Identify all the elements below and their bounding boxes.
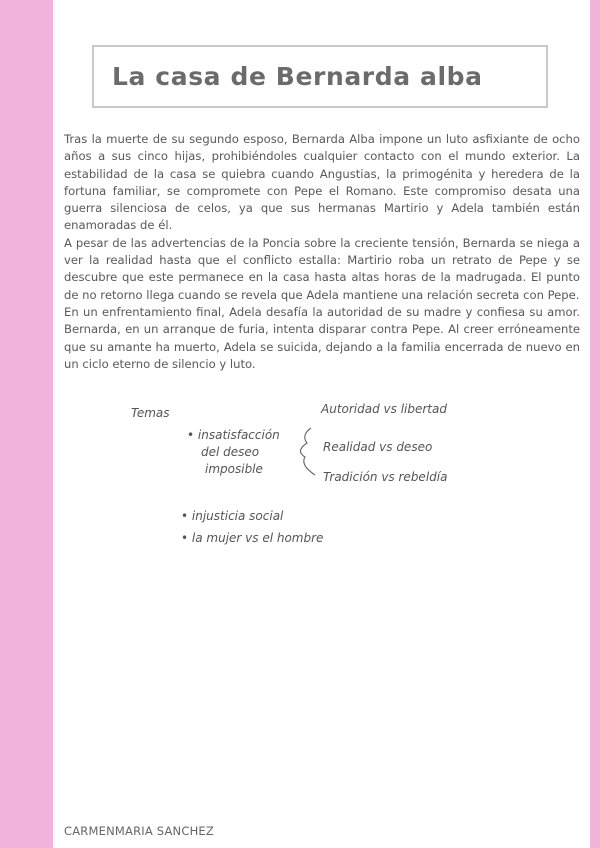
paragraph: En un enfrentamiento final, Adela desafía la autoridad de su madre y confiesa su amor. Bernarda, en un arranque de furia, intenta disparar contra Pepe. Al creer erróneamente que su amante ha muerto, Adela se suicida, dejando a la familia encerrada de nuevo en un ciclo eterno de silencio y luto.	[64, 304, 580, 371]
author-name: CARMENMARIA SANCHEZ	[64, 824, 214, 838]
notes-branch: Realidad vs deseo	[323, 440, 433, 454]
notes-bullet: • injusticia social	[181, 509, 284, 523]
summary-text	[64, 131, 580, 373]
paragraph: Tras la muerte de su segundo esposo, Bernarda Alba impone un luto asfixiante de ocho años a sus cinco hijas, prohibiéndoles cualquier contacto con el mundo exterior. La estabilidad de la casa se quiebra cuando Angustias, la primogénita y heredera de la fortuna familiar, se compromete con Pepe el Romano. Este compromiso desata una guerra silenciosa de celos, ya que sus hermanas Martirio y Adela también están enamoradas de él.	[64, 132, 580, 233]
notes-branch: Autoridad vs libertad	[321, 402, 447, 416]
notes-bullet: • la mujer vs el hombre	[181, 531, 324, 545]
notes-heading: Temas	[131, 406, 170, 420]
notes-branch: Tradición vs rebeldía	[323, 470, 448, 484]
notes-main-point: • insatisfacción	[187, 428, 280, 442]
title-box	[92, 45, 548, 108]
paragraph: A pesar de las advertencias de la Poncia sobre la creciente tensión, Bernarda se niega a ver la realidad hasta que el conflicto estalla: Martirio roba un retrato de Pepe y se descubre que este permanece en la casa hasta altas horas de la madrugada. El punto de no retorno llega cuando se revela que Adela mantiene una relación secreta con Pepe.	[64, 235, 580, 302]
document-title: La casa de Bernarda alba	[112, 62, 483, 91]
brace-mark	[300, 428, 315, 475]
notes-main-point: del deseo	[201, 445, 260, 459]
notes-main-point: imposible	[205, 462, 263, 476]
handwritten-notes	[125, 395, 485, 555]
document-page	[53, 0, 590, 848]
